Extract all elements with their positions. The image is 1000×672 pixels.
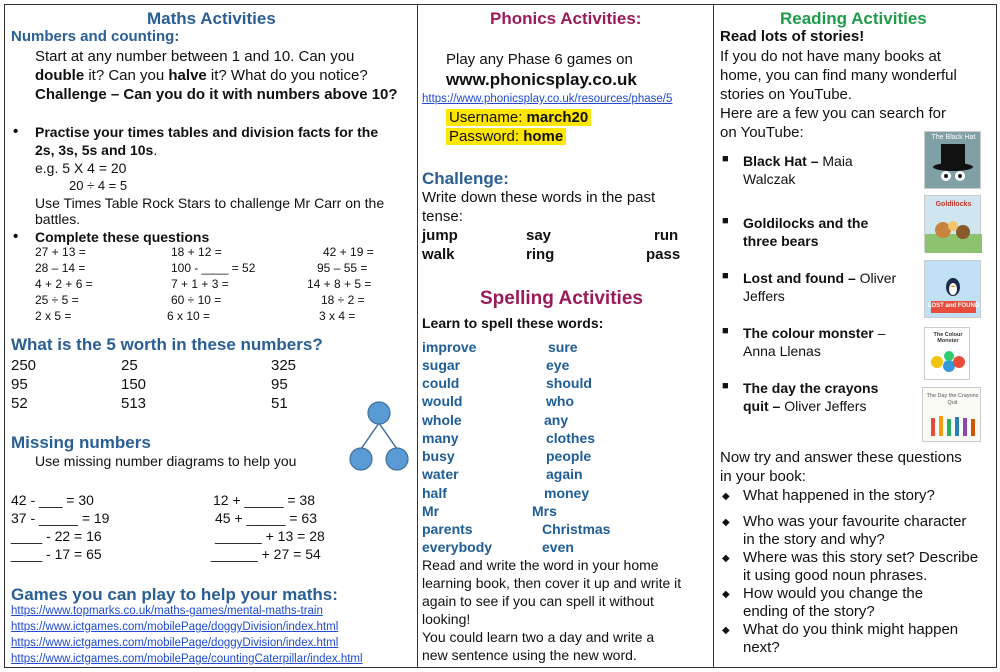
spelling-word: even [542,539,574,555]
bullet-square: ■ [722,153,729,165]
spelling-instructions: learning book, then cover it up and write it [422,575,682,591]
missing-cell: ______ + 27 = 54 [211,546,321,562]
part-whole-diagram [345,397,415,477]
reading-intro: Here are a few you can search for [720,105,946,122]
spelling-subheading: Learn to spell these words: [422,315,604,331]
ttrs-line1: Use Times Table Rock Stars to challenge Mr Carr on the [35,195,385,211]
cover-title: The Black Hat [931,134,976,141]
cover-title: The Day the Crayons Quit [926,393,979,406]
missing-cell: 12 + _____ = 38 [213,492,315,508]
phonics-column [417,4,714,668]
missing-cell: ____ - 17 = 65 [11,546,102,562]
spelling-word: many [422,430,459,446]
spelling-word: sugar [422,357,461,373]
spelling-word: who [546,393,574,409]
reading-intro: If you do not have many books at [720,48,941,65]
book-cover-lost-and-found [924,260,981,318]
bullet-square: ■ [722,380,729,392]
spelling-word: improve [422,339,477,355]
past-tense-word: pass [646,246,681,263]
ttrs-line2: battles. [35,211,81,227]
spelling-word: sure [548,339,578,355]
book-title-line2: three bears [743,233,819,249]
numbers-heading: Numbers and counting: [11,28,180,45]
worth-number: 513 [121,395,147,412]
question-cell: 18 ÷ 2 = [321,293,365,307]
phonics-title: Phonics Activities: [490,9,642,28]
password-line: Password: home [446,128,566,145]
reading-question: ending of the story? [743,603,875,620]
cover-title: The Colour Monster [933,332,963,344]
reading-intro: home, you can find many wonderful [720,67,957,84]
bullet-square: ■ [722,325,729,337]
reading-question: Where was this story set? Describe [743,549,979,566]
spelling-word: money [544,485,590,501]
question-cell: 60 ÷ 10 = [171,293,222,307]
times-tables-line1: Practise your times tables and division facts for the [35,124,379,140]
past-tense-word: run [654,227,679,244]
games-heading: Games you can play to help your maths: [11,585,338,604]
spelling-word: busy [422,448,455,464]
game-link[interactable]: https://www.ictgames.com/mobilePage/doggyDivision/index.html [11,621,339,633]
question-cell: 95 – 55 = [317,261,368,275]
question-cell: 4 + 2 + 6 = [35,277,93,291]
worth-heading: What is the 5 worth in these numbers? [11,335,323,354]
spelling-title: Spelling Activities [480,288,643,309]
spelling-instructions: looking! [422,611,471,627]
book-cover-crayons-quit [922,387,981,442]
question-cell: 14 + 8 + 5 = [307,277,372,291]
spelling-word: could [422,375,460,391]
game-link[interactable]: https://www.ictgames.com/mobilePage/doggyDivision/index.html [11,637,339,649]
reading-question: Who was your favourite character [743,513,967,530]
spelling-word: people [546,448,592,464]
reading-heading: Read lots of stories! [720,28,865,45]
complete-heading: Complete these questions [35,229,210,245]
past-tense-word: ring [526,246,555,263]
worth-number: 250 [11,357,37,374]
challenge-heading: Challenge: [422,169,509,188]
spelling-word: Christmas [542,521,611,537]
worth-number: 51 [271,395,288,412]
question-cell: 27 + 13 = [35,245,86,259]
worth-number: 25 [121,357,138,374]
book-cover-colour-monster [924,327,970,380]
spelling-word: clothes [546,430,596,446]
question-cell: 18 + 12 = [171,245,222,259]
book-title-line2: quit – Oliver Jeffers [743,398,867,414]
past-tense-word: walk [422,246,455,263]
past-tense-word: jump [422,227,458,244]
times-tables-line2: 2s, 3s, 5s and 10s. [35,142,158,158]
reading-question: What do you think might happen [743,621,959,638]
now-try-text: Now try and answer these questions [720,449,962,466]
reading-column [713,4,997,668]
reading-intro: stories on YouTube. [720,86,853,103]
bullet-square: ■ [722,270,729,282]
spelling-instructions: new sentence using the new word. [422,647,637,663]
phonics-site: www.phonicsplay.co.uk [446,70,637,89]
phonics-play-text: Play any Phase 6 games on [446,51,633,68]
bullet-square: ■ [722,215,729,227]
maths-column [4,4,418,668]
bullet-dot: • [13,123,19,140]
spelling-instructions: again to see if you can spell it without [422,593,654,609]
missing-heading: Missing numbers [11,433,151,452]
past-tense-word: say [526,227,552,244]
spelling-word: any [544,412,569,428]
cover-title: LOST and FOUND [927,303,980,309]
challenge-text1: Write down these words in the past [422,189,656,206]
username-line: Username: march20 [446,109,591,126]
missing-cell: 42 - ___ = 30 [11,492,94,508]
spelling-word: should [546,375,592,391]
question-cell: 28 – 14 = [35,261,86,275]
book-item: Black Hat – Maia [743,153,853,169]
missing-cell: ____ - 22 = 16 [11,528,102,544]
diamond-bullet-icon: ◆ [722,517,730,528]
diamond-bullet-icon: ◆ [722,553,730,564]
diamond-bullet-icon: ◆ [722,491,730,502]
book-cover-black-hat [924,131,981,189]
spelling-word: Mr [422,503,440,519]
reading-question: How would you change the [743,585,924,602]
missing-cell: 45 + _____ = 63 [215,510,317,526]
spelling-word: half [422,485,447,501]
reading-intro: on YouTube: [720,124,804,141]
spelling-word: Mrs [532,503,557,519]
question-cell: 25 ÷ 5 = [35,293,79,307]
question-cell: 100 - ____ = 52 [171,261,256,275]
book-item: Goldilocks and the [743,215,869,231]
worth-number: 95 [271,376,288,393]
spelling-word: water [422,466,459,482]
diamond-bullet-icon: ◆ [722,625,730,636]
spelling-instructions: Read and write the word in your home [422,557,659,573]
game-link[interactable]: https://www.topmarks.co.uk/maths-games/mental-maths-train [11,605,323,617]
reading-question: in the story and why? [743,531,885,548]
game-link[interactable]: https://www.ictgames.com/mobilePage/countingCaterpillar/index.html [11,653,363,665]
spelling-word: eye [546,357,570,373]
question-cell: 7 + 1 + 3 = [171,277,229,291]
phonics-link[interactable]: https://www.phonicsplay.co.uk/resources/phase/5 [422,93,673,105]
book-cover-goldilocks [924,195,981,252]
question-cell: 6 x 10 = [167,309,211,323]
book-author: Walczak [743,171,796,187]
maths-line1: Start at any number between 1 and 10. Can you [35,48,355,65]
reading-question: next? [743,639,780,656]
reading-question: What happened in the story? [743,487,935,504]
spelling-word: would [422,393,463,409]
reading-title: Reading Activities [780,9,927,28]
book-author: Jeffers [743,288,785,304]
spelling-word: everybody [422,539,493,555]
spelling-word: parents [422,521,473,537]
worth-number: 95 [11,376,28,393]
book-author: Anna Llenas [743,343,821,359]
now-try-text: in your book: [720,468,806,485]
question-cell: 42 + 19 = [323,245,374,259]
example-1: e.g. 5 X 4 = 20 [35,160,127,176]
challenge-text2: tense: [422,208,463,225]
worth-number: 150 [121,376,147,393]
spelling-word: again [546,466,583,482]
bullet-dot: • [13,228,19,245]
spelling-instructions: You could learn two a day and write a [422,629,655,645]
missing-cell: 37 - _____ = 19 [11,510,110,526]
question-cell: 2 x 5 = [35,309,72,323]
book-item: The day the crayons [743,380,879,396]
book-item: The colour monster – [743,325,886,341]
reading-question: it using good noun phrases. [743,567,928,584]
cover-title: Goldilocks [935,201,972,208]
missing-cell: ______ + 13 = 28 [215,528,325,544]
spelling-word: whole [422,412,462,428]
missing-text: Use missing number diagrams to help you [35,453,297,469]
example-2: 20 ÷ 4 = 5 [69,178,128,193]
question-cell: 3 x 4 = [319,309,356,323]
maths-title: Maths Activities [147,9,276,28]
worth-number: 325 [271,357,297,374]
worth-number: 52 [11,395,28,412]
book-item: Lost and found – Oliver [743,270,897,286]
diamond-bullet-icon: ◆ [722,589,730,600]
maths-line2: double it? Can you halve it? What do you notice? [35,67,368,84]
maths-challenge: Challenge – Can you do it with numbers above 10? [35,86,398,103]
